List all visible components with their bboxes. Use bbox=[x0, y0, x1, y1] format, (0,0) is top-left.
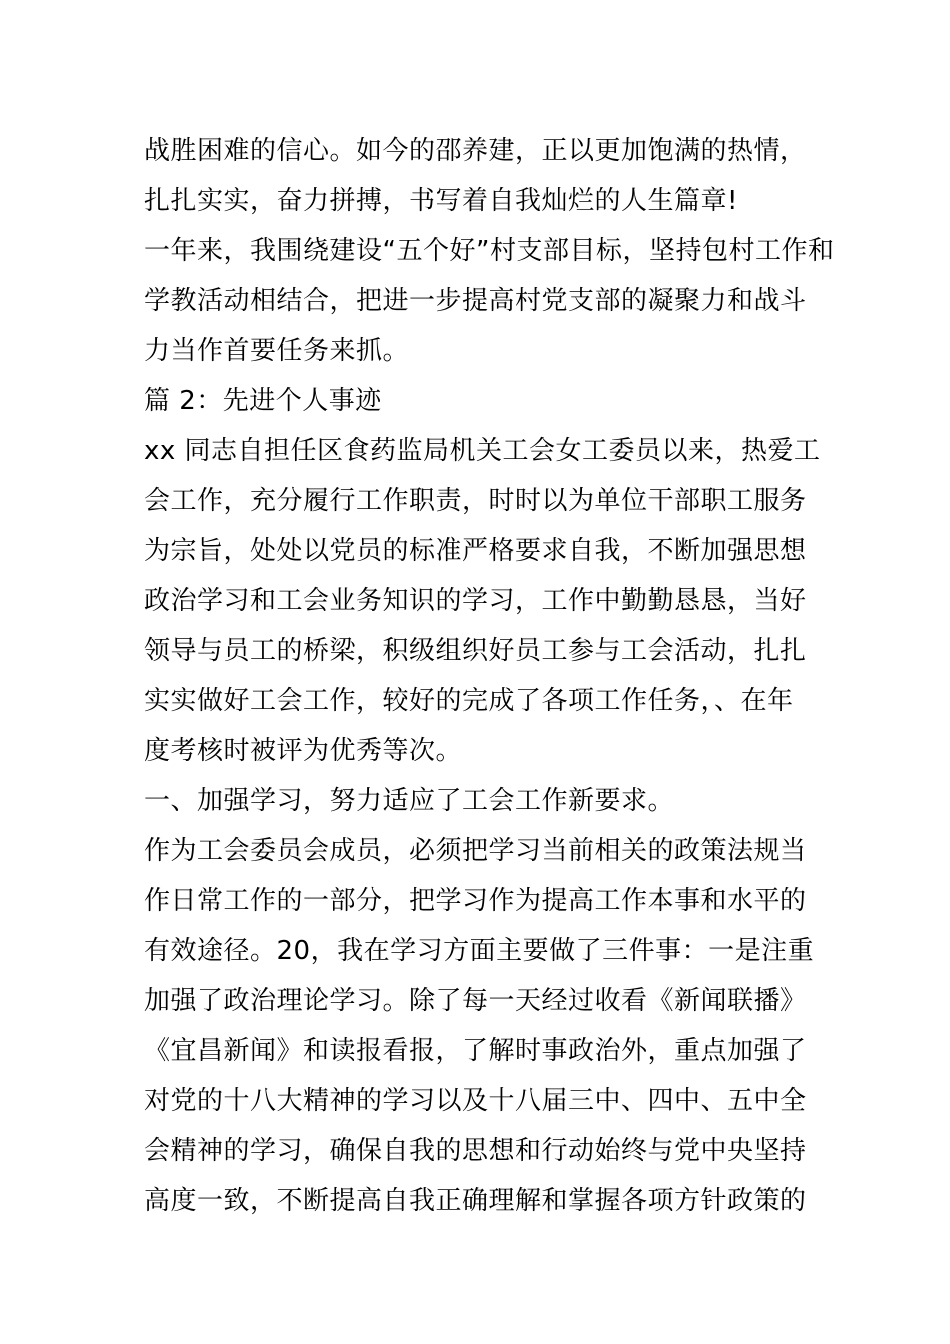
text-line: 学教活动相结合，把进一步提高村党支部的凝聚力和战斗 bbox=[144, 286, 807, 316]
text-line: 政治学习和工会业务知识的学习，工作中勤勤恳恳，当好 bbox=[144, 586, 807, 616]
text-line: 有效途径。20，我在学习方面主要做了三件事：一是注重 bbox=[144, 936, 815, 966]
section-heading: 篇 2：先进个人事迹 bbox=[144, 386, 382, 416]
text-line: xx 同志自担任区食药监局机关工会女工委员以来，热爱工 bbox=[144, 436, 821, 466]
text-line: 实实做好工会工作，较好的完成了各项工作任务，、在年 bbox=[144, 686, 794, 716]
body-text bbox=[144, 126, 835, 1226]
text-line: 度考核时被评为优秀等次。 bbox=[144, 736, 463, 766]
text-line: 力当作首要任务来抓。 bbox=[144, 336, 410, 366]
text-line: 高度一致，不断提高自我正确理解和掌握各项方针政策的 bbox=[144, 1186, 807, 1216]
text-line: 战胜困难的信心。如今的邵养建，正以更加饱满的热情， bbox=[144, 136, 807, 166]
text-line: 作日常工作的一部分，把学习作为提高工作本事和水平的 bbox=[144, 886, 807, 916]
text-line: 会精神的学习，确保自我的思想和行动始终与党中央坚持 bbox=[144, 1136, 807, 1166]
text-line: 一年来，我围绕建设“五个好”村支部目标，坚持包村工作和 bbox=[144, 236, 835, 266]
text-line: 为宗旨，处处以党员的标准严格要求自我，不断加强思想 bbox=[144, 536, 807, 566]
text-line: 领导与员工的桥梁，积级组织好员工参与工会活动，扎扎 bbox=[144, 636, 807, 666]
text-line: 会工作，充分履行工作职责，时时以为单位干部职工服务 bbox=[144, 486, 807, 516]
text-line: 对党的十八大精神的学习以及十八届三中、四中、五中全 bbox=[144, 1086, 807, 1116]
text-line: 《宜昌新闻》和读报看报，了解时事政治外，重点加强了 bbox=[144, 1036, 807, 1066]
text-line: 扎扎实实，奋力拼搏，书写着自我灿烂的人生篇章! bbox=[144, 186, 738, 216]
text-line: 加强了政治理论学习。除了每一天经过收看《新闻联播》 bbox=[144, 986, 807, 1016]
subsection-heading: 一、加强学习，努力适应了工会工作新要求。 bbox=[144, 786, 675, 816]
text-line: 作为工会委员会成员，必须把学习当前相关的政策法规当 bbox=[144, 836, 807, 866]
